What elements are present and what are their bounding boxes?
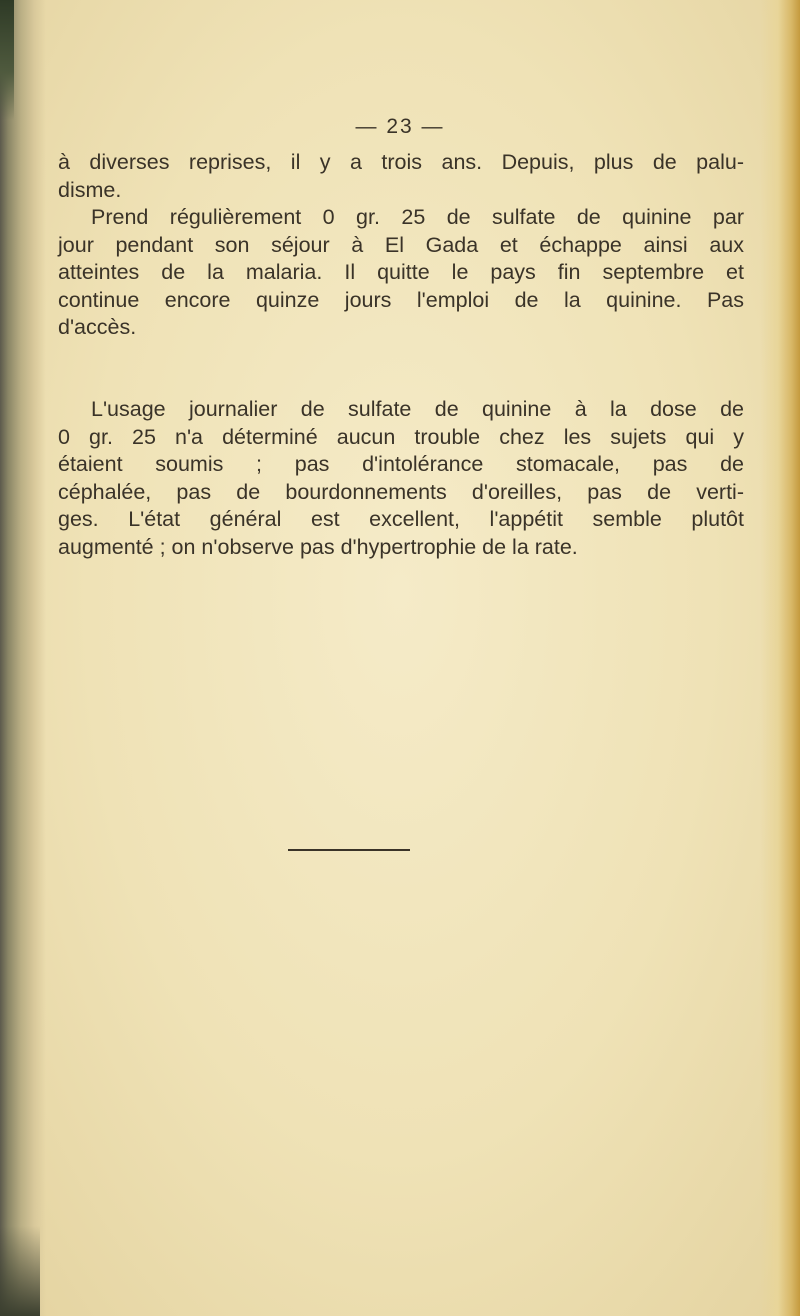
page-number: — 23 —	[355, 115, 445, 138]
text-line: ges. L'état général est excellent, l'appétit semble plutôt	[58, 507, 744, 531]
text-line: L'usage journalier de sulfate de quinine à la dose de	[91, 397, 744, 421]
text-line: étaient soumis ; pas d'intolérance stomacale, pas de	[58, 452, 744, 476]
paragraph-continuation	[58, 149, 744, 204]
binding-shadow-left	[0, 0, 46, 1316]
text-line: augmenté ; on n'observe pas d'hypertrophie de la rate.	[58, 534, 578, 559]
paragraph-quinine-dose	[58, 204, 744, 342]
page-edge-right	[760, 0, 800, 1316]
text-line: céphalée, pas de bourdonnements d'oreilles, pas de verti-	[58, 479, 744, 504]
binding-shadow-bottom	[0, 1226, 40, 1316]
text-line: disme.	[58, 177, 122, 202]
text-line: atteintes de la malaria. Il quitte le pays fin septembre et	[58, 260, 744, 284]
text-line: 0 gr. 25 n'a déterminé aucun trouble chez les sujets qui y	[58, 424, 744, 449]
section-divider-rule	[288, 849, 410, 851]
text-line: continue encore quinze jours l'emploi de la quinine. Pas	[58, 287, 744, 312]
paragraph-conclusion	[58, 396, 744, 561]
text-line: à diverses reprises, il y a trois ans. Depuis, plus de palu-	[58, 150, 744, 174]
text-line: d'accès.	[58, 315, 137, 339]
text-line: Prend régulièrement 0 gr. 25 de sulfate de quinine par	[91, 205, 744, 229]
text-line: jour pendant son séjour à El Gada et échappe ainsi aux	[58, 232, 744, 257]
binding-shadow-top	[0, 0, 14, 120]
